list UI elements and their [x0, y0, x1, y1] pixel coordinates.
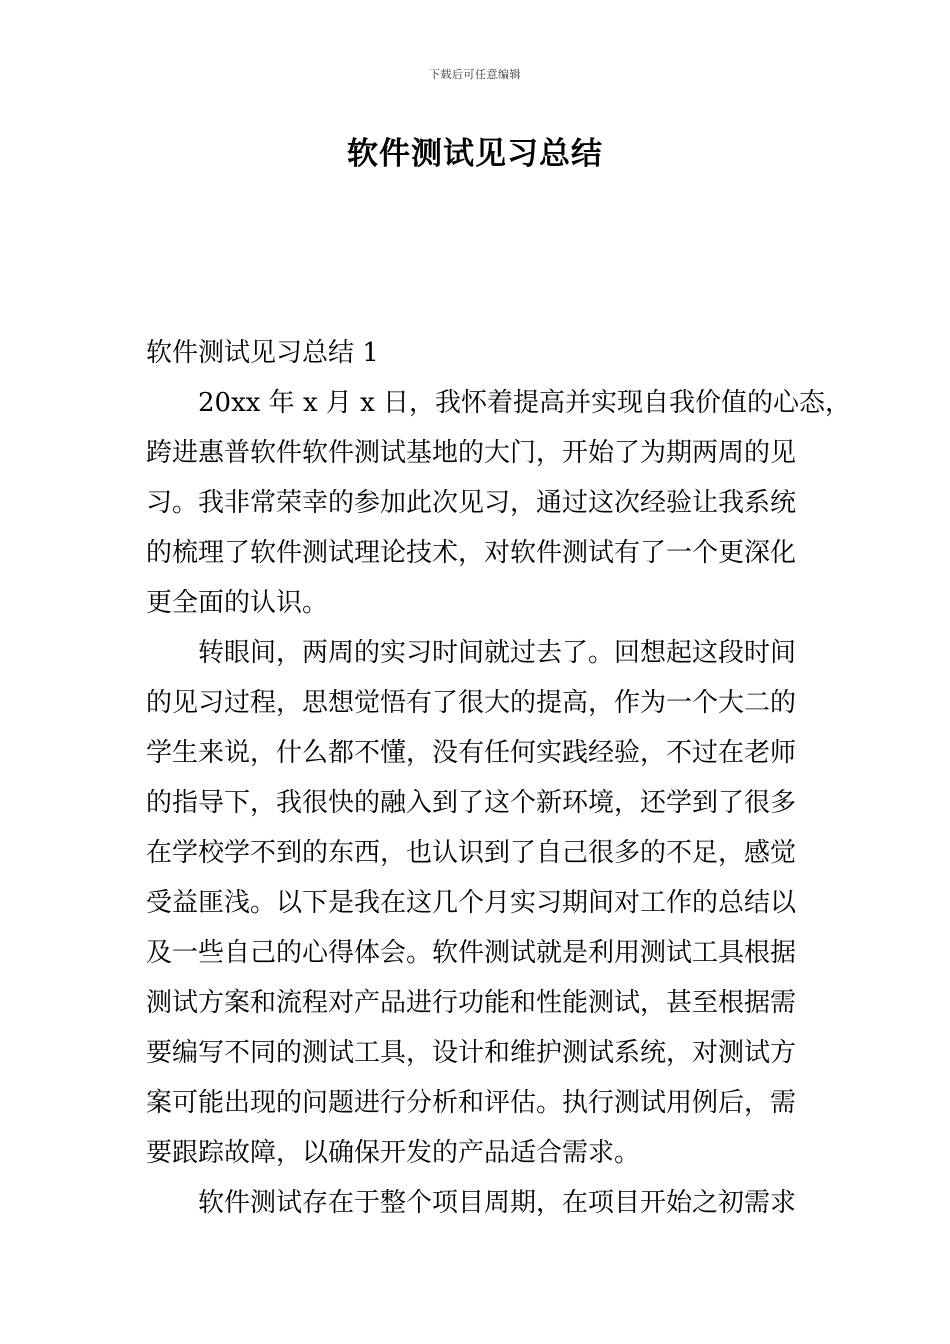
paragraph-line: 要跟踪故障，以确保开发的产品适合需求。 — [146, 1138, 641, 1168]
paragraph-line: 要编写不同的测试工具，设计和维护测试系统，对测试方 — [146, 1038, 797, 1068]
paragraph-3 — [146, 1178, 816, 1228]
paragraph-line: 在学校学不到的东西，也认识到了自己很多的不足，感觉 — [146, 838, 797, 868]
paragraph-line: 20xx 年 x 月 x 日，我怀着提高并实现自我价值的心态， — [198, 388, 852, 418]
paragraph-line: 的梳理了软件测试理论技术，对软件测试有了一个更深化 — [146, 538, 797, 568]
paragraph-line: 学生来说，什么都不懂，没有任何实践经验，不过在老师 — [146, 738, 797, 768]
paragraph-line: 及一些自己的心得体会。软件测试就是利用测试工具根据 — [146, 938, 797, 968]
paragraph-1 — [146, 378, 852, 628]
header-note: 下载后可任意编辑 — [429, 68, 521, 81]
paragraph-line: 转眼间，两周的实习时间就过去了。回想起这段时间 — [198, 638, 797, 668]
paragraph-line: 更全面的认识。 — [146, 588, 329, 618]
paragraph-line: 案可能出现的问题进行分析和评估。执行测试用例后，需 — [146, 1088, 797, 1118]
paragraph-line: 的见习过程，思想觉悟有了很大的提高，作为一个大二的 — [146, 688, 797, 718]
section-heading: 软件测试见习总结 1 — [146, 338, 379, 368]
paragraph-line: 软件测试存在于整个项目周期，在项目开始之初需求 — [198, 1188, 797, 1218]
paragraph-line: 的指导下，我很快的融入到了这个新环境，还学到了很多 — [146, 788, 797, 818]
paragraph-line: 习。我非常荣幸的参加此次见习，通过这次经验让我系统 — [146, 488, 797, 518]
document-body — [146, 328, 852, 1228]
paragraph-line: 测试方案和流程对产品进行功能和性能测试，甚至根据需 — [146, 988, 797, 1018]
paragraph-2 — [146, 628, 816, 1178]
paragraph-line: 受益匪浅。以下是我在这几个月实习期间对工作的总结以 — [146, 888, 797, 918]
document-title: 软件测试见习总结 — [347, 136, 603, 172]
paragraph-line: 跨进惠普软件软件测试基地的大门，开始了为期两周的见 — [146, 438, 797, 468]
